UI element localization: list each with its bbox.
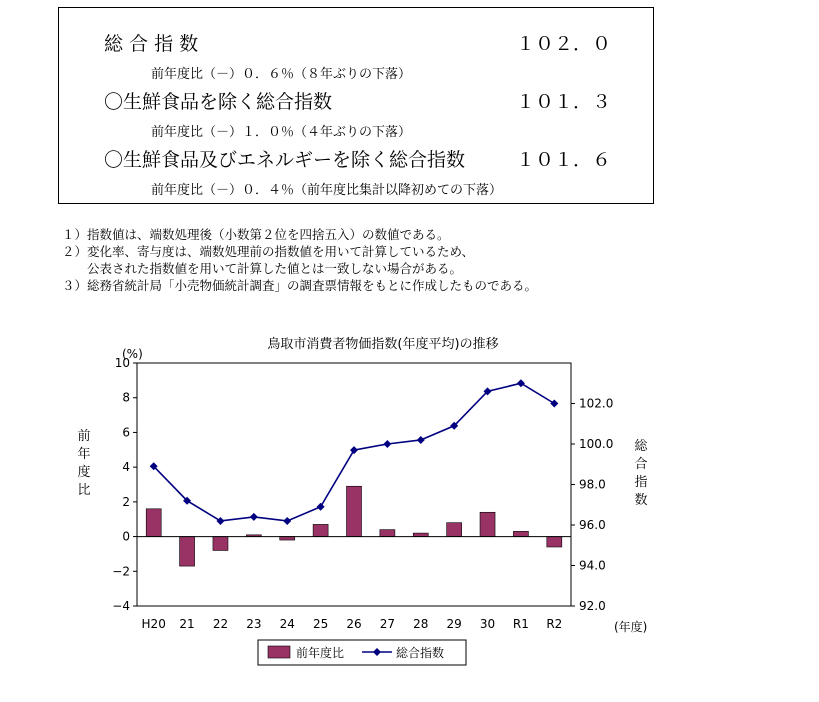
x-axis-unit: (年度) — [614, 620, 648, 634]
index-point — [250, 513, 258, 521]
left-axis-label-char: 前 — [77, 429, 91, 444]
chart-svg — [0, 330, 819, 698]
left-tick-label: 4 — [122, 460, 130, 475]
index-point — [517, 379, 525, 387]
right-axis-label-char: 指 — [634, 475, 648, 490]
right-axis-label-char: 合 — [634, 457, 648, 472]
bar — [213, 537, 228, 551]
row2-label: 〇生鮮食品を除く総合指数 — [104, 91, 333, 113]
x-tick-label: R2 — [546, 617, 563, 631]
left-axis-label-char: 年 — [77, 447, 91, 462]
left-tick-label: 10 — [114, 356, 130, 370]
left-tick-label: 0 — [122, 529, 130, 544]
right-tick-label: 102.0 — [579, 396, 614, 411]
left-tick-label: −4 — [112, 599, 130, 613]
x-tick-label: 25 — [312, 617, 329, 631]
x-tick-label: 24 — [279, 617, 295, 631]
x-tick-label: 21 — [179, 617, 195, 631]
bar — [513, 531, 528, 536]
x-tick-label: 27 — [379, 617, 396, 631]
left-tick-label: 6 — [122, 425, 130, 440]
x-tick-label: 22 — [212, 617, 229, 631]
row2-value: １０１．３ — [516, 91, 612, 113]
x-tick-label: R1 — [512, 617, 529, 631]
plot-frame — [137, 363, 571, 606]
legend-bar-swatch — [268, 646, 290, 658]
bar — [380, 530, 395, 537]
summary-box — [58, 7, 654, 204]
index-point — [216, 517, 224, 525]
right-axis-label-char: 数 — [634, 493, 648, 508]
legend-bar-label: 前年度比 — [296, 646, 345, 660]
row3-sub: 前年度比（－）０．４％（前年度比集計以降初めての下落） — [151, 183, 503, 198]
bar — [280, 537, 295, 540]
index-point — [317, 503, 325, 511]
row3-label: 〇生鮮食品及びエネルギーを除く総合指数 — [104, 149, 466, 171]
right-tick-label: 96.0 — [579, 518, 606, 532]
left-axis-unit: (%) — [122, 347, 143, 361]
row1-label: 総 合 指 数 — [104, 33, 199, 55]
right-axis-label-char: 総 — [634, 439, 648, 454]
right-tick-label: 98.0 — [579, 477, 606, 492]
index-point — [417, 436, 425, 444]
left-tick-label: 2 — [122, 494, 130, 509]
bar — [180, 537, 195, 567]
left-tick-label: 8 — [122, 390, 130, 405]
index-point — [283, 517, 291, 525]
bar — [547, 537, 562, 547]
note-4: ３）総務省統計局「小売物価統計調査」の調査票情報をもとに作成したものである。 — [62, 278, 538, 293]
row2-sub: 前年度比（－）１．０％（４年ぶりの下落） — [151, 125, 412, 140]
right-tick-label: 92.0 — [579, 599, 606, 613]
row1-sub: 前年度比（－）０．６％（８年ぶりの下落） — [151, 67, 412, 82]
note-2: ２）変化率、寄与度は、端数処理前の指数値を用いて計算しているため、 — [62, 244, 475, 259]
chart — [0, 330, 819, 698]
x-tick-label: 30 — [479, 617, 496, 631]
row1-value: １０２．０ — [516, 33, 612, 55]
index-point — [383, 440, 391, 448]
legend-line-label: 総合指数 — [396, 646, 445, 660]
index-point — [350, 446, 358, 454]
note-1: １）指数値は、端数処理後（小数第２位を四捨五入）の数値である。 — [62, 227, 450, 242]
right-tick-label: 100.0 — [579, 437, 614, 451]
left-axis-label-char: 度 — [77, 465, 91, 480]
bar — [480, 512, 495, 536]
x-tick-label: H20 — [141, 617, 166, 631]
note-3: 公表された指数値を用いて計算した値とは一致しない場合がある。 — [62, 261, 463, 276]
left-tick-label: −2 — [112, 564, 130, 579]
notes — [62, 226, 537, 294]
bar — [146, 509, 161, 537]
x-tick-label: 23 — [246, 617, 262, 631]
bar — [413, 533, 428, 536]
bar — [447, 523, 462, 537]
chart-title: 鳥取市消費者物価指数(年度平均)の推移 — [267, 337, 499, 352]
x-tick-label: 26 — [346, 617, 362, 631]
bar — [347, 486, 362, 536]
bar — [313, 524, 328, 536]
x-tick-label: 29 — [446, 617, 462, 631]
right-tick-label: 94.0 — [579, 558, 606, 573]
index-point — [550, 400, 558, 408]
x-tick-label: 28 — [413, 617, 429, 631]
row3-value: １０１．６ — [516, 149, 612, 171]
left-axis-label-char: 比 — [77, 483, 91, 498]
